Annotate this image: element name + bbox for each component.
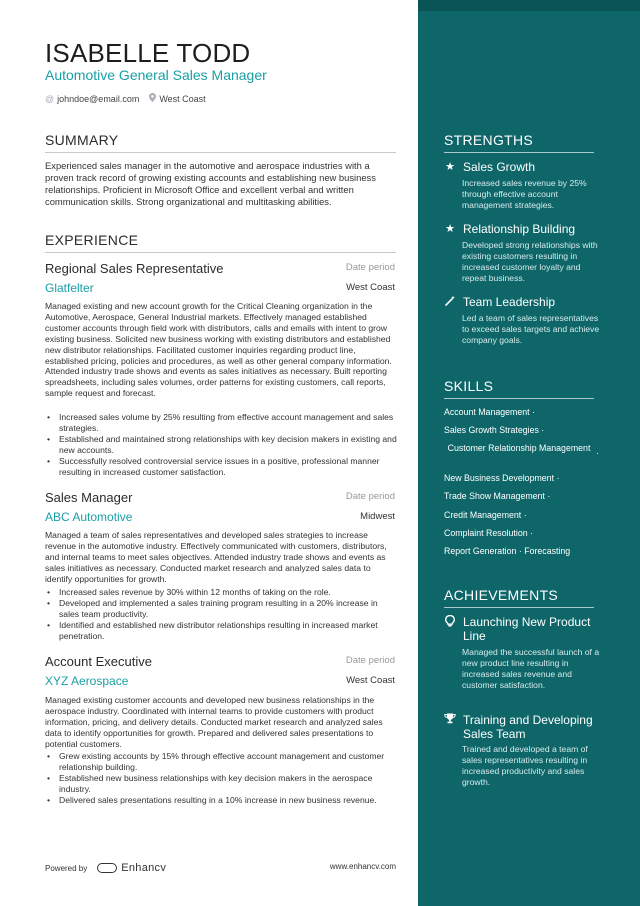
list-item: • Delivered sales presentations resulting in a 10% increase in new business revenue. bbox=[45, 795, 397, 806]
list-item: • Successfully resolved controversial service issues in a positive, professional manner resulting in increased customer satisfaction. bbox=[45, 456, 397, 478]
achievement-text: Trained and developed a team of sales representatives resulting in increased productivity and sales growth. bbox=[462, 744, 588, 787]
location-pin-icon bbox=[149, 93, 156, 104]
skill-separator: · bbox=[596, 448, 599, 458]
job-company: ABC Automotive bbox=[45, 510, 133, 524]
skill-tag: Complaint Resolution · bbox=[444, 528, 533, 538]
contact-row bbox=[45, 93, 206, 104]
skills-heading: SKILLS bbox=[444, 378, 494, 394]
strengths-divider bbox=[444, 152, 594, 153]
job-company: Glatfelter bbox=[45, 281, 94, 295]
skill-tag: New Business Development · bbox=[444, 473, 560, 483]
list-item: • Identified and established new distributor relationships resulting in increased market penetration. bbox=[45, 620, 397, 642]
job-title: Sales Manager bbox=[45, 490, 133, 505]
sidebar-top-band bbox=[418, 0, 640, 11]
strength-title: Relationship Building bbox=[463, 222, 576, 236]
skills-divider bbox=[444, 398, 594, 399]
job-bullets bbox=[45, 587, 397, 642]
job-location: Midwest bbox=[360, 511, 395, 522]
achievement-title: Training and Developing Sales Team bbox=[463, 713, 593, 741]
brand-logo[interactable] bbox=[97, 862, 166, 874]
summary-divider bbox=[45, 152, 396, 153]
list-item: • Developed and implemented a sales training program resulting in a 20% increase in sales team productivity. bbox=[45, 598, 397, 620]
strength-title: Sales Growth bbox=[463, 160, 536, 174]
summary-heading: SUMMARY bbox=[45, 132, 119, 148]
sidebar bbox=[418, 0, 640, 906]
skill-label: Sales Growth Strategies bbox=[444, 425, 539, 435]
strength-item bbox=[444, 222, 604, 236]
achievement-text: Managed the successful launch of a new product line resulting in increased sales revenue and customer satisfaction. bbox=[462, 647, 600, 690]
job-description: Managed existing and new account growth for the Critical Cleaning organization in the Automotive, Aerospace, General Industrial markets. Effectively managed established customer accounts through field work with distributors, calls and emails with intent to grow existing business. Solicited new business working with existing distributors and established new distributor relationships. Facilitated customer inquiries regarding product line, established pricing, policies and procedures, as well as other general company information. Attended industry trade shows and events as sales initiatives as necessary. Built reporting spreadsheets, including sales volumes, order patterns for existing customers, call reports, sample request and forecast. bbox=[45, 301, 392, 399]
wand-icon bbox=[444, 295, 456, 310]
skill-label: Customer Relationship Management bbox=[447, 443, 591, 453]
skill-tag: Sales Growth Strategies · bbox=[444, 425, 545, 435]
achievement-item bbox=[444, 713, 604, 741]
list-item: • Increased sales volume by 25% resulting from effective account management and sales strategies. bbox=[45, 412, 397, 434]
skill-tag: Report Generation · Forecasting bbox=[444, 546, 571, 556]
job-description: Managed a team of sales representatives and developed sales strategies to increase revenue in the automotive industry. Effectively communicated with customers, distributors, and internal teams to meet sales objectives. Attended industry trade shows and events as sales initiatives as necessary. Conducted market research and analyzed sales data to identify opportunities for growth. bbox=[45, 530, 387, 584]
strength-title: Team Leadership bbox=[463, 295, 556, 309]
strength-text: Led a team of sales representatives to exceed sales targets and achieve company goals. bbox=[462, 313, 600, 345]
list-item: • Established and maintained strong relationships with key decision makers in existing and new accounts. bbox=[45, 434, 397, 456]
job-date: Date period bbox=[345, 491, 395, 502]
job-description: Managed existing customer accounts and developed new business relationships in the aerospace industry. Coordinated with internal teams to provide customers with product information, pricing, and delivery details. Conducted market research and analyzed sales data to identify opportunities for growth. Prepared and delivered sales presentations to potential customers. bbox=[45, 695, 383, 749]
job-bullets bbox=[45, 412, 397, 477]
experience-divider bbox=[45, 252, 396, 253]
list-item: • Established new business relationships with key decision makers in the aerospace industry. bbox=[45, 773, 397, 795]
location-text: West Coast bbox=[159, 93, 206, 104]
achievement-title: Launching New Product Line bbox=[463, 615, 591, 643]
list-item: • Grew existing accounts by 15% through effective account management and customer relationship building. bbox=[45, 751, 397, 773]
brand-name: Enhancv bbox=[121, 862, 167, 874]
strength-text: Increased sales revenue by 25% through effective account management strategies. bbox=[462, 178, 587, 210]
skill-label: Account Management bbox=[444, 407, 530, 417]
achievement-item bbox=[444, 615, 604, 643]
email-contact[interactable] bbox=[45, 94, 139, 104]
candidate-name: ISABELLE TODD bbox=[45, 38, 251, 68]
skill-tag: Credit Management · bbox=[444, 510, 527, 520]
experience-heading: EXPERIENCE bbox=[45, 232, 139, 248]
job-title: Regional Sales Representative bbox=[45, 261, 224, 276]
skill-label: Forecasting bbox=[524, 546, 571, 556]
star-icon: ★ bbox=[445, 223, 455, 235]
email-text: johndoe@email.com bbox=[57, 93, 140, 104]
summary-text: Experienced sales manager in the automotive and aerospace industries with a proven track record of growing existing accounts and establishing new business relationships. Proficient in Microsoft Office and excellent verbal and written communication skills. Strong organizational and multitasking abilities. bbox=[45, 160, 376, 208]
strength-item bbox=[444, 295, 604, 310]
strength-item bbox=[444, 160, 604, 174]
lightbulb-icon bbox=[444, 615, 456, 631]
powered-by-label: Powered by bbox=[45, 863, 88, 873]
job-title: Account Executive bbox=[45, 654, 152, 669]
job-date: Date period bbox=[345, 262, 395, 273]
powered-by bbox=[45, 862, 166, 874]
skill-tag: Account Management · bbox=[444, 407, 535, 417]
skill-tag bbox=[444, 443, 594, 454]
skill-label: Complaint Resolution bbox=[444, 528, 528, 538]
star-icon: ★ bbox=[445, 161, 455, 173]
job-location: West Coast bbox=[346, 675, 395, 686]
skill-label: Trade Show Management bbox=[444, 491, 545, 501]
strengths-heading: STRENGTHS bbox=[444, 132, 534, 148]
job-location: West Coast bbox=[346, 282, 395, 293]
footer-url[interactable]: www.enhancv.com bbox=[329, 862, 396, 871]
at-icon: @ bbox=[45, 93, 55, 104]
skill-tag: Trade Show Management · bbox=[444, 491, 551, 501]
skill-label: Credit Management bbox=[444, 510, 522, 520]
achievements-heading: ACHIEVEMENTS bbox=[444, 587, 559, 603]
list-item: • Increased sales revenue by 30% within 12 months of taking on the role. bbox=[45, 587, 397, 598]
job-bullets bbox=[45, 751, 397, 806]
skill-label: Report Generation bbox=[444, 546, 517, 556]
job-company: XYZ Aerospace bbox=[45, 674, 129, 688]
strength-text: Developed strong relationships with existing customers resulting in increased customer loyalty and repeat business. bbox=[462, 240, 598, 283]
candidate-role: Automotive General Sales Manager bbox=[45, 67, 267, 83]
job-date: Date period bbox=[345, 655, 395, 666]
enhancv-logo-icon bbox=[97, 863, 117, 873]
skill-label: New Business Development bbox=[444, 473, 555, 483]
achievements-divider bbox=[444, 607, 594, 608]
location-contact bbox=[149, 93, 205, 104]
trophy-icon bbox=[444, 713, 456, 728]
